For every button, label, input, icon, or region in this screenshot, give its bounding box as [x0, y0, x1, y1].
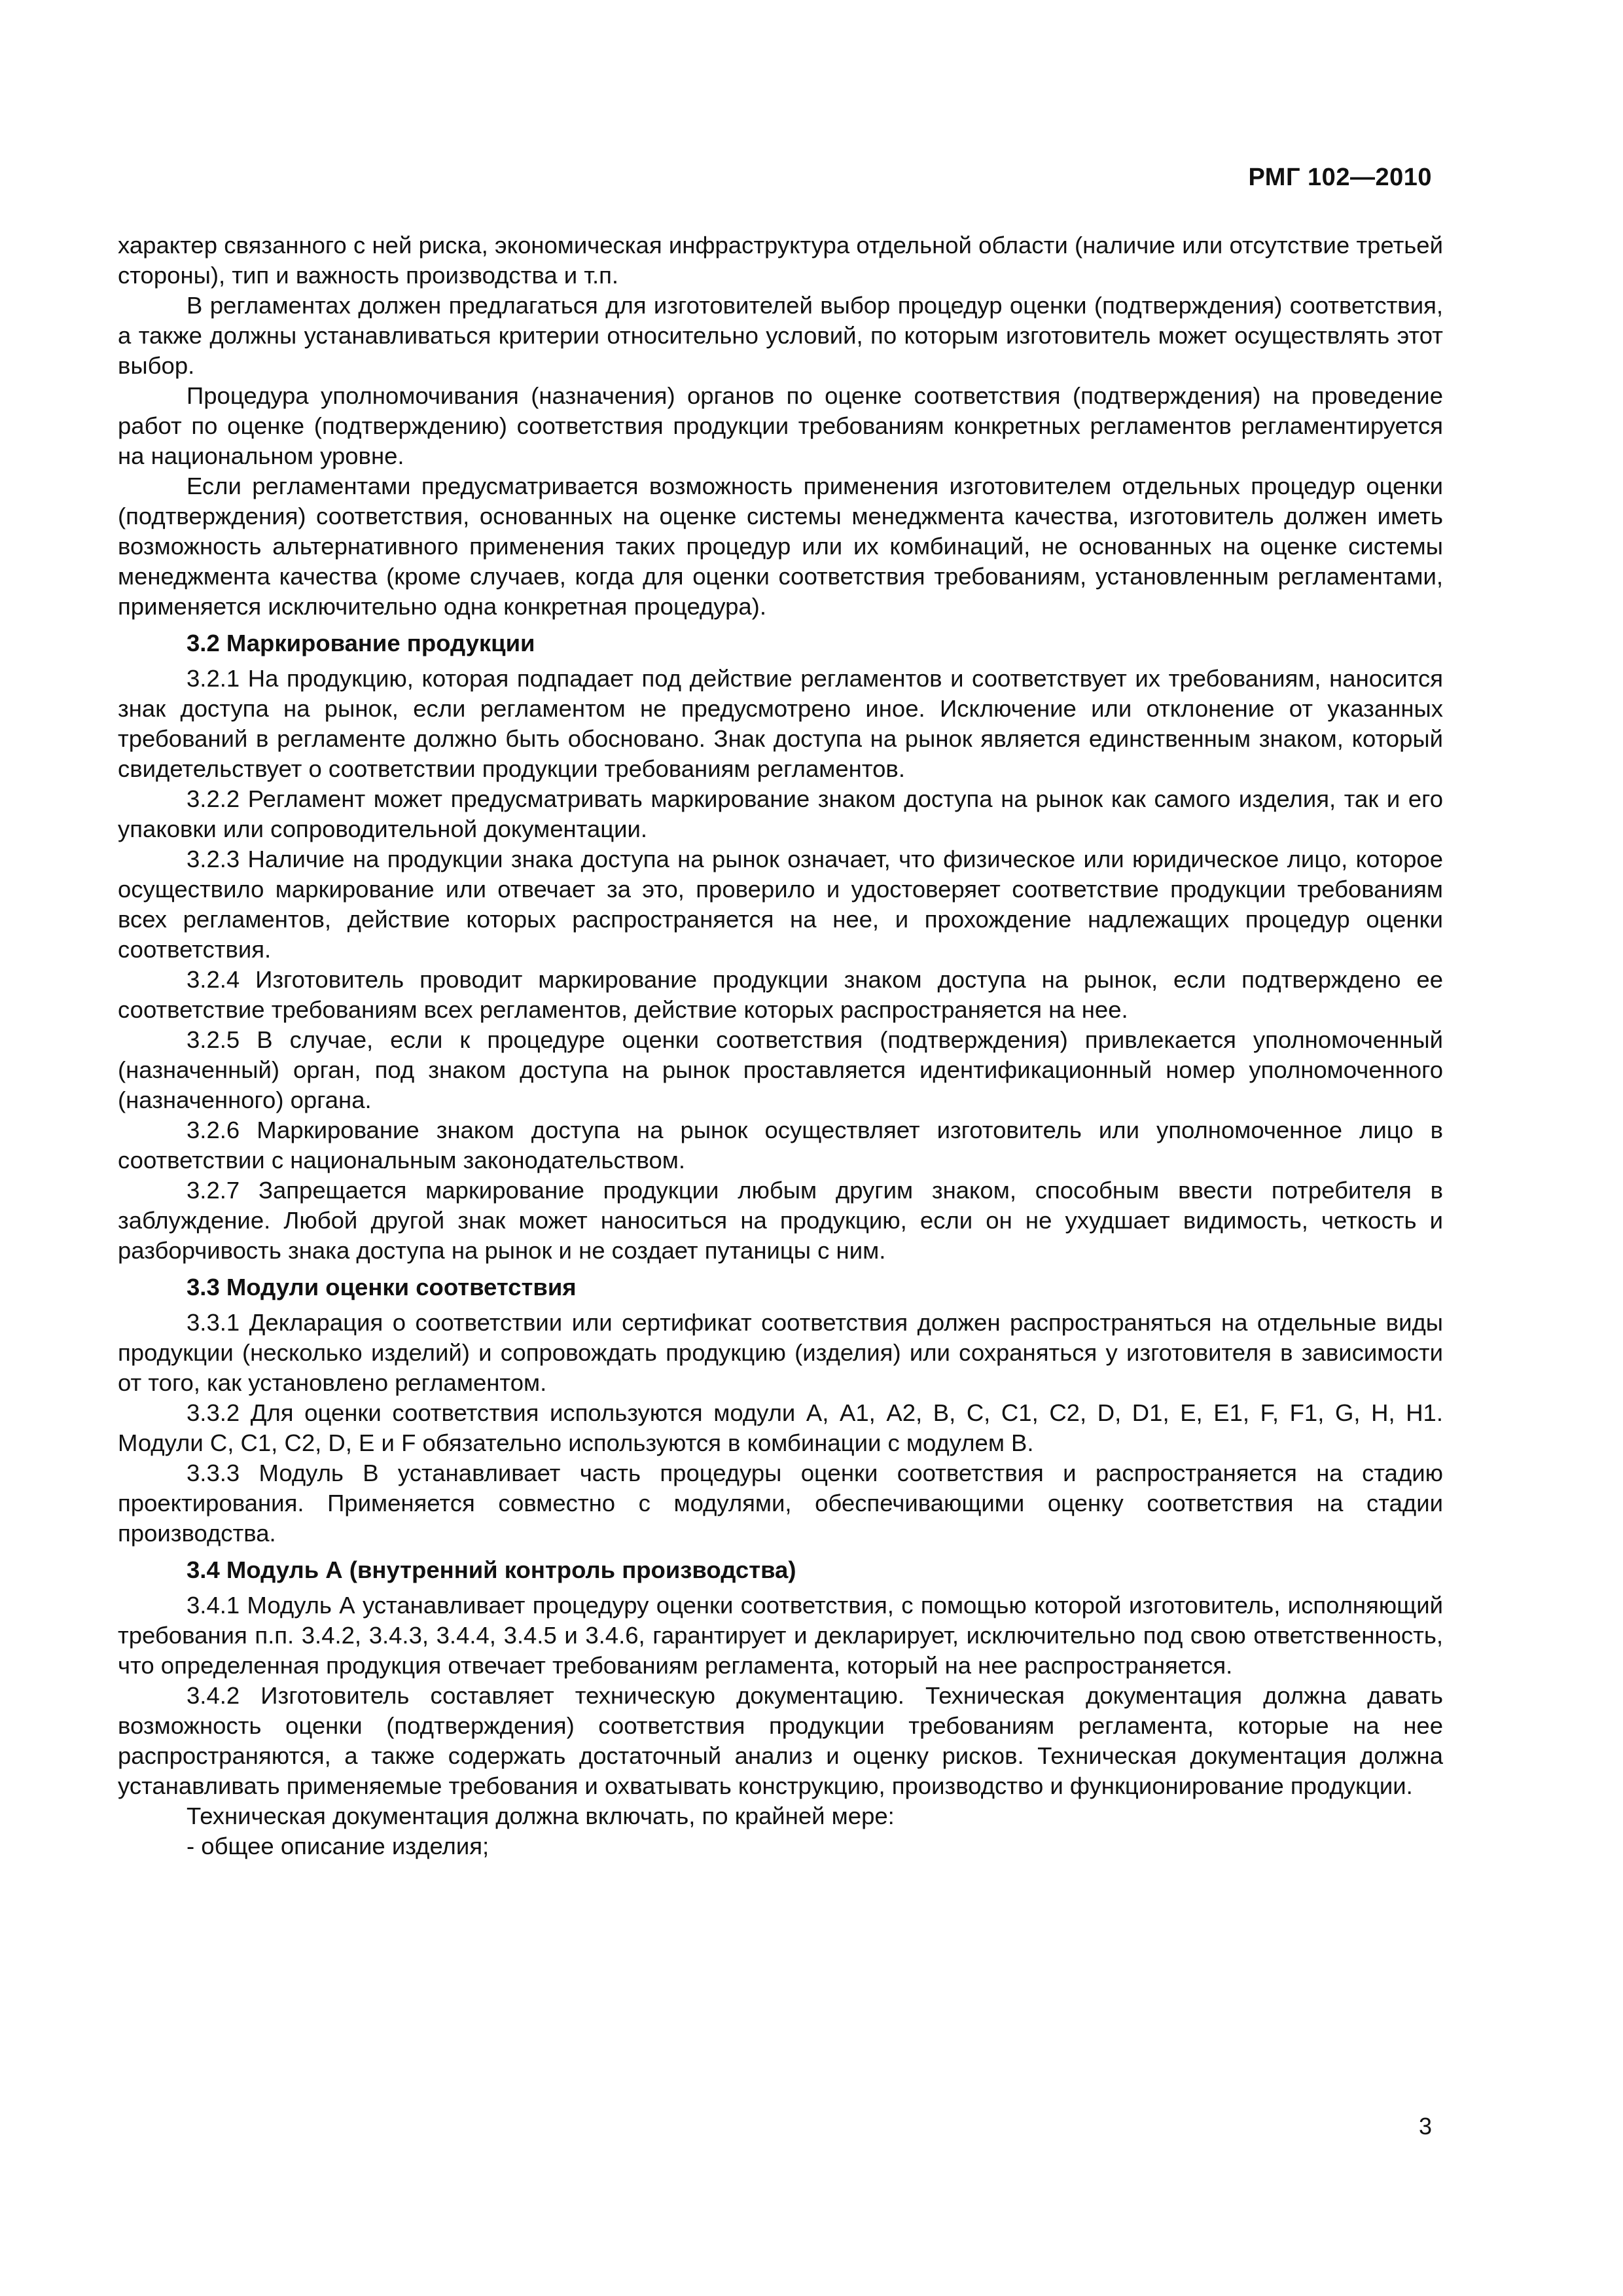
document-body: [118, 230, 1443, 1861]
paragraph: Процедура уполномочивания (назначения) органов по оценке соответствия (подтверждения) на проведение работ по оценке (подтверждению) соответствия продукции требованиям конкретных регламентов регламентируется на национальном уровне.: [118, 382, 1443, 469]
paragraph: Техническая документация должна включать, по крайней мере:: [187, 1803, 895, 1829]
paragraph-3-2-3: 3.2.3 Наличие на продукции знака доступа на рынок означает, что физическое или юридическое лицо, которое осуществило маркирование или отвечает за это, проверило и удостоверяет соответствие продукции требованиям всех регламентов, действие которых распространяется на нее, и прохождение надлежащих процедур оценки соответствия.: [118, 846, 1443, 963]
paragraph-3-3-2: 3.3.2 Для оценки соответствия используются модули А, А1, А2, В, С, С1, С2, D, D1, Е, Е1, F, F1, G, Н, Н1. Модули С, С1, С2, D, Е и F обязательно используются в комбинации с модулем В.: [118, 1399, 1443, 1456]
paragraph-3-2-2: 3.2.2 Регламент может предусматривать маркирование знаком доступа на рынок как самого изделия, так и его упаковки или сопроводительной документации.: [118, 785, 1443, 842]
document-code: РМГ 102—2010: [1248, 164, 1432, 191]
section-heading-3-3: 3.3 Модули оценки соответствия: [187, 1274, 577, 1300]
paragraph-3-3-3: 3.3.3 Модуль В устанавливает часть процедуры оценки соответствия и распространяется на стадию проектирования. Применяется совместно с модулями, обеспечивающими оценку соответствия на стадии производства.: [118, 1460, 1443, 1547]
page-number: 3: [1418, 2113, 1432, 2140]
paragraph-3-3-1: 3.3.1 Декларация о соответствии или сертификат соответствия должен распространяться на отдельные виды продукции (несколько изделий) и сопровождать продукцию (изделия) или сохраняться у изготовителя в зависимости от того, как установлено регламентом.: [118, 1309, 1443, 1396]
paragraph-3-4-1: 3.4.1 Модуль А устанавливает процедуру оценки соответствия, с помощью которой изготовитель, исполняющий требования п.п. 3.4.2, 3.4.3, 3.4.4, 3.4.5 и 3.4.6, гарантирует и декларирует, исключительно под свою ответственность, что определенная продукция отвечает требованиям регламента, который на нее распространяется.: [118, 1592, 1443, 1679]
paragraph-3-2-5: 3.2.5 В случае, если к процедуре оценки соответствия (подтверждения) привлекается уполномоченный (назначенный) орган, под знаком доступа на рынок проставляется идентификационный номер уполномоченного (назначенного) органа.: [118, 1026, 1443, 1113]
paragraph-continuation: характер связанного с ней риска, экономическая инфраструктура отдельной области (наличие или отсутствие третьей стороны), тип и важность производства и т.п.: [118, 232, 1443, 289]
paragraph-3-2-6: 3.2.6 Маркирование знаком доступа на рынок осуществляет изготовитель или уполномоченное лицо в соответствии с национальным законодательством.: [118, 1117, 1443, 1174]
paragraph-3-4-2: 3.4.2 Изготовитель составляет техническую документацию. Техническая документация должна давать возможность оценки (подтверждения) соответствия продукции требованиям регламента, которые на нее распространяются, а также содержать достаточный анализ и оценку рисков. Техническая документация должна устанавливать применяемые требования и охватывать конструкцию, производство и функционирование продукции.: [118, 1682, 1443, 1799]
list-item: - общее описание изделия;: [187, 1833, 490, 1859]
section-heading-3-2: 3.2 Маркирование продукции: [187, 630, 535, 656]
section-heading-3-4: 3.4 Модуль А (внутренний контроль производства): [187, 1556, 796, 1583]
paragraph: В регламентах должен предлагаться для изготовителей выбор процедур оценки (подтверждения) соответствия, а также должны устанавливаться критерии относительно условий, по которым изготовитель может осуществлять этот выбор.: [118, 292, 1443, 379]
paragraph-3-2-1: 3.2.1 На продукцию, которая подпадает под действие регламентов и соответствует их требованиям, наносится знак доступа на рынок, если регламентом не предусмотрено иное. Исключение или отклонение от указанных требований в регламенте должно быть обосновано. Знак доступа на рынок является единственным знаком, который свидетельствует о соответствии продукции требованиям регламентов.: [118, 665, 1443, 782]
paragraph-3-2-7: 3.2.7 Запрещается маркирование продукции любым другим знаком, способным ввести потребителя в заблуждение. Любой другой знак может наноситься на продукцию, если он не ухудшает видимость, четкость и разборчивость знака доступа на рынок и не создает путаницы с ним.: [118, 1177, 1443, 1264]
paragraph-3-2-4: 3.2.4 Изготовитель проводит маркирование продукции знаком доступа на рынок, если подтверждено ее соответствие требованиям всех регламентов, действие которых распространяется на нее.: [118, 966, 1443, 1023]
paragraph: Если регламентами предусматривается возможность применения изготовителем отдельных процедур оценки (подтверждения) соответствия, основанных на оценке системы менеджмента качества, изготовитель должен иметь возможность альтернативного применения таких процедур или их комбинаций, не основанных на оценке системы менеджмента качества (кроме случаев, когда для оценки соответствия требованиям, установленным регламентами, применяется исключительно одна конкретная процедура).: [118, 473, 1443, 620]
